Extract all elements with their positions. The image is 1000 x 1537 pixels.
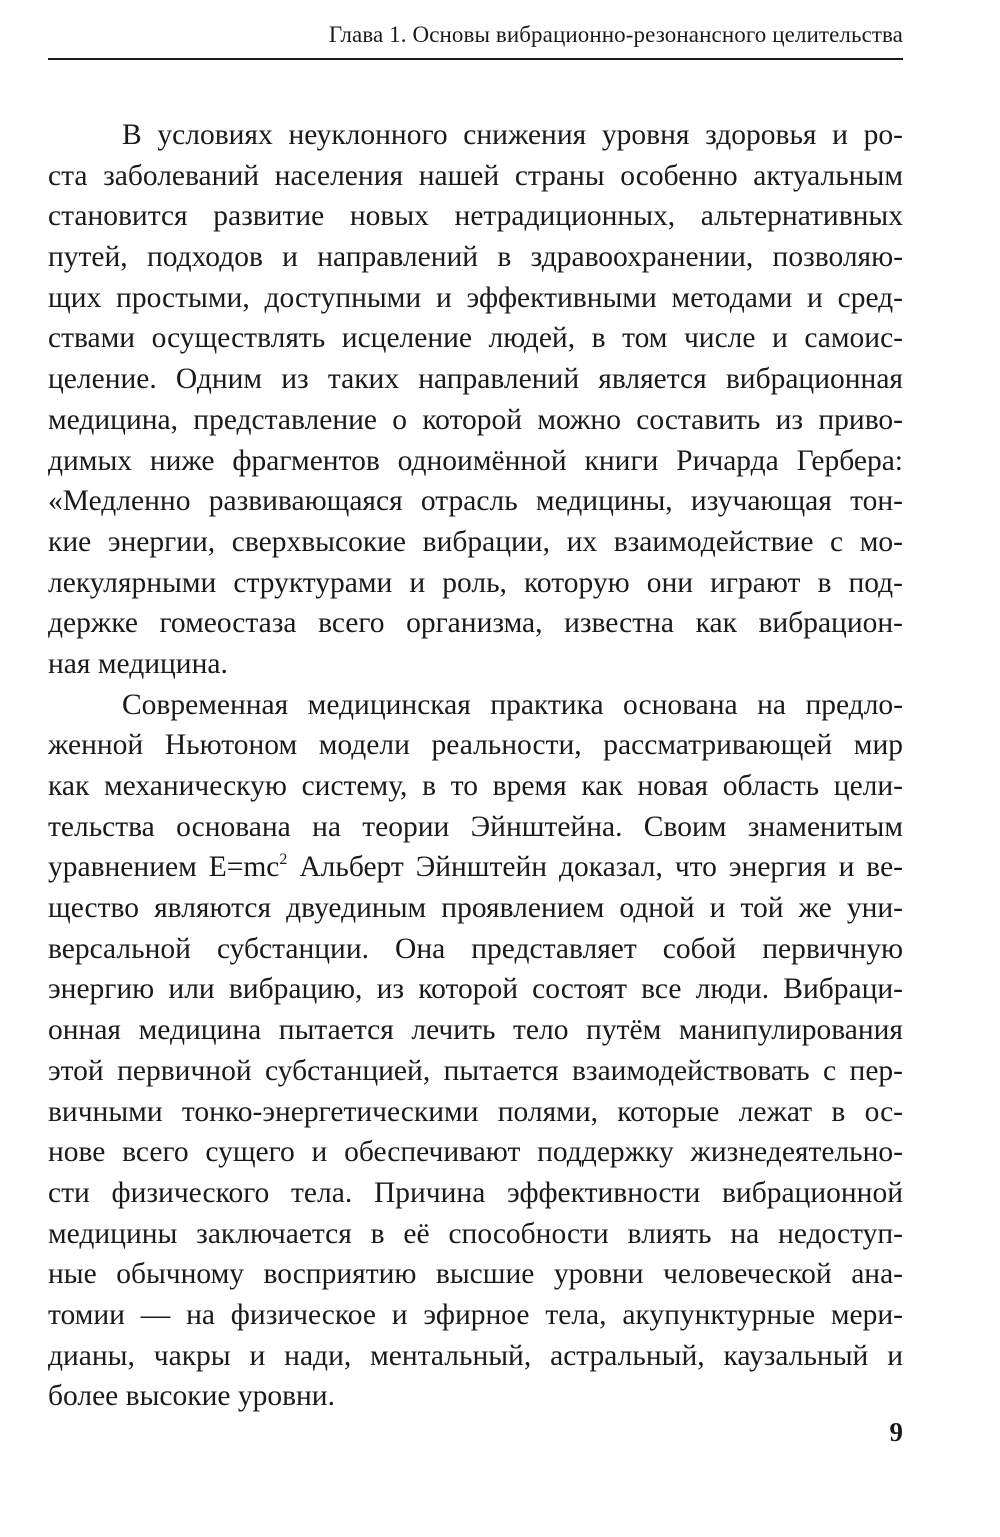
text-line: вичными тонко-энергетическими полями, которые лежат в ос-: [48, 1095, 903, 1128]
text-line: «Медленно развивающаяся отрасль медицины, изучающая тон-: [48, 485, 903, 518]
paragraph: [48, 685, 903, 1417]
text-line: сти физического тела. Причина эффективности вибрационной: [48, 1176, 903, 1209]
text-line: как механическую систему, в то время как новая область цели-: [48, 770, 903, 802]
text-line: томии — на физическое и эфирное тела, акупунктурные мери-: [48, 1298, 903, 1331]
text-line: щество являются двуединым проявлением одной и той же уни-: [48, 892, 903, 925]
text-line: медицина, представление о которой можно составить из приво-: [48, 403, 903, 436]
text-line: онная медицина пытается лечить тело путём манипулирования: [48, 1014, 903, 1047]
page-number: 9: [889, 1417, 903, 1447]
body-text: [48, 115, 903, 1417]
text-line: нове всего сущего и обеспечивают поддержку жизнедеятельно-: [48, 1136, 903, 1169]
text-line: энергию или вибрацию, из которой состоят все люди. Вибраци-: [48, 973, 903, 1006]
text-line: становится развитие новых нетрадиционных, альтернативных: [48, 200, 903, 233]
text-line: женной Ньютоном модели реальности, рассматривающей мир: [48, 729, 903, 762]
text-line: тельства основана на теории Эйнштейна. Своим знаменитым: [48, 810, 903, 843]
text-line: более высокие уровни.: [48, 1380, 335, 1413]
text-line: лекулярными структурами и роль, которую они играют в под-: [48, 566, 903, 599]
equation-superscript: 2: [279, 851, 288, 869]
chapter-title: Глава 1. Основы вибрационно-резонансного целительства: [328, 22, 903, 47]
text-line: щих простыми, доступными и эффективными методами и сред-: [48, 281, 903, 314]
text-line: держке гомеостаза всего организма, известна как вибрацион-: [48, 607, 903, 640]
equation-text-before: уравнением E=mc: [48, 851, 280, 884]
text-line: В условиях неуклонного снижения уровня здоровья и ро-: [122, 119, 903, 151]
text-line: димых ниже фрагментов одноимённой книги Ричарда Гербера:: [48, 444, 903, 477]
text-line: дианы, чакры и нади, ментальный, астральный, каузальный и: [48, 1339, 903, 1372]
text-line: ствами осуществлять исцеление людей, в том числе и самоис-: [48, 322, 903, 355]
text-line: [48, 847, 903, 888]
text-line: Современная медицинская практика основана на предло-: [122, 688, 903, 721]
text-line: ные обычному восприятию высшие уровни человеческой ана-: [48, 1258, 903, 1291]
running-header: [48, 14, 903, 60]
text-line: путей, подходов и направлений в здравоохранении, позволяю-: [48, 241, 903, 274]
text-line: целение. Одним из таких направлений является вибрационная: [48, 363, 903, 396]
text-line: ста заболеваний населения нашей страны особенно актуальным: [48, 159, 903, 192]
text-line: кие энергии, сверхвысокие вибрации, их взаимодействие с мо-: [48, 525, 903, 558]
text-line: версальной субстанции. Она представляет собой первичную: [48, 932, 903, 965]
text-line: медицины заключается в её способности влиять на недоступ-: [48, 1217, 903, 1250]
text-line: ная медицина.: [48, 647, 228, 680]
equation-text-after: Альберт Эйнштейн доказал, что энергия и ве-: [287, 851, 903, 884]
text-line: этой первичной субстанцией, пытается взаимодействовать с пер-: [48, 1054, 903, 1087]
paragraph: [48, 115, 903, 685]
